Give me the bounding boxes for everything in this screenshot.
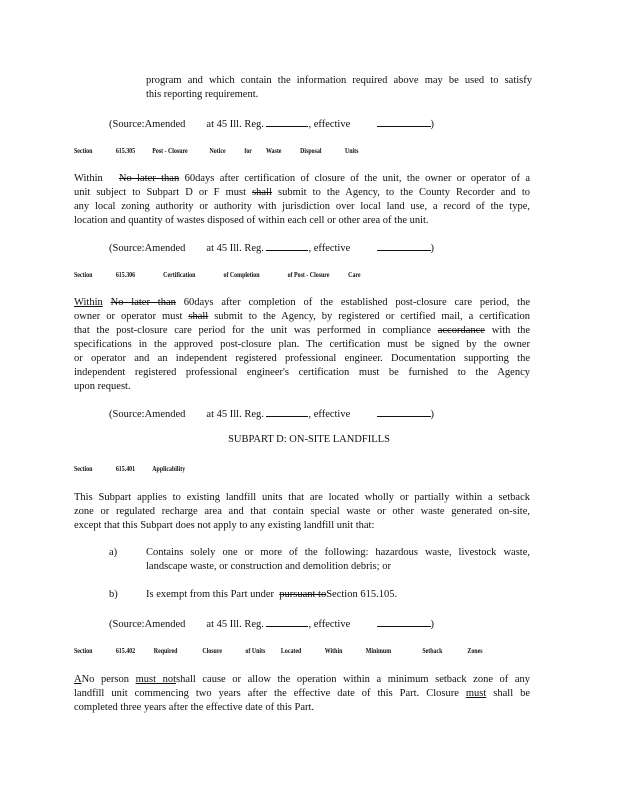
item-b-text [146, 588, 397, 601]
heading-word: of Units [245, 646, 266, 655]
source-effective: , effective [308, 409, 351, 420]
blank-field [377, 240, 431, 251]
heading-word: Disposal [300, 146, 322, 155]
item-a-label: a) [109, 547, 118, 558]
struck-text: accordance [437, 325, 485, 336]
source-amended: Amended [144, 409, 186, 420]
para-306-line-3 [74, 324, 530, 337]
heading-word: for [244, 146, 252, 155]
text-run: submit to the Agency, by registered or certified mail, a certification [214, 311, 531, 322]
heading-section-word: Section [74, 646, 93, 655]
section-heading-615-305 [74, 146, 358, 155]
item-a-line-2: landscape waste, or construction and demolition debris; or [146, 561, 391, 572]
source-amended: Amended [144, 243, 186, 254]
continuation-line-1: program and which contain the information required above may be used to satisfy [146, 75, 532, 86]
para-402-line-3: completed three years after the effective date of this Part. [74, 702, 315, 713]
para-401-line-1: This Subpart applies to existing landfill units that are located wholly or partially within a setback [74, 492, 530, 503]
source-label: (Source: [109, 619, 145, 630]
inserted-text: must not [135, 674, 176, 685]
section-heading-615-402 [74, 646, 483, 655]
heading-word: Notice [209, 146, 226, 155]
struck-text: shall [188, 311, 209, 322]
heading-section-word: Section [74, 464, 93, 473]
text-run: 60days after completion of the established post-closure care period, the [183, 297, 530, 308]
para-305-line-3: any local zoning authority or authority with jurisdiction over local land use, a record of the type, [74, 201, 530, 212]
heading-number: 615.305 [115, 146, 136, 155]
heading-section-word: Section [74, 146, 93, 155]
section-heading-615-401 [74, 464, 185, 473]
text-within: Within [74, 173, 103, 184]
heading-word: Located [280, 646, 302, 655]
source-note-2 [109, 240, 434, 255]
source-effective: , effective [308, 243, 351, 254]
para-306-line-4: specifications in the approved post-closure plan. The certification must be signed by the owner [74, 339, 530, 350]
source-label: (Source: [109, 243, 145, 254]
heading-word: Required [153, 646, 178, 655]
blank-field [266, 406, 308, 417]
heading-word: Certification [163, 270, 196, 279]
struck-text: pursuant to [279, 589, 327, 600]
para-306-line-5: or operator and an independent registered professional engineer. Documentation supporting the [74, 353, 530, 364]
item-b-label: b) [109, 589, 118, 600]
text-run: with the [491, 325, 531, 336]
source-reg: at 45 Ill. Reg. [206, 243, 264, 254]
heading-word: of Post - Closure [287, 270, 330, 279]
para-401-line-2: zone or regulated recharge area and that contain special waste or other waste generated on-site, [74, 506, 530, 517]
heading-word: Post - Closure [152, 146, 188, 155]
text-run: landfill unit commencing two years after the effective date of this Part. Closure [74, 688, 459, 699]
heading-word: Applicability [152, 464, 186, 473]
heading-number: 615.306 [115, 270, 136, 279]
source-label: (Source: [109, 409, 145, 420]
inserted-text: Within [74, 297, 103, 308]
text-run: submit to the Agency, to the County Recorder and to [278, 187, 531, 198]
blank-field [266, 116, 308, 127]
source-amended: Amended [144, 119, 186, 130]
text-run: Section 615.105. [326, 589, 398, 600]
text-run: 60days after certification of closure of the unit, the owner or operator of a [184, 173, 531, 184]
heading-word: of Completion [223, 270, 260, 279]
continuation-line-2: this reporting requirement. [146, 89, 259, 100]
text-run: shall be [493, 688, 531, 699]
text-run: owner or operator must [74, 311, 183, 322]
heading-number: 615.401 [115, 464, 136, 473]
text-run: Is exempt from this Part under [146, 589, 275, 600]
heading-word: Within [324, 646, 343, 655]
source-label: (Source: [109, 119, 145, 130]
heading-word: Units [344, 146, 359, 155]
heading-word: Minimum [365, 646, 392, 655]
source-close: ) [430, 119, 435, 130]
item-a-line-1: Contains solely one or more of the following: hazardous waste, livestock waste, [146, 547, 530, 558]
para-305-line-1 [74, 172, 530, 185]
inserted-text: must [465, 688, 487, 699]
heading-word: Setback [422, 646, 443, 655]
blank-field [377, 406, 431, 417]
source-note-1 [109, 116, 434, 131]
para-402-line-1 [74, 673, 530, 686]
source-amended: Amended [144, 619, 186, 630]
para-305-line-4: location and quantity of wastes disposed of within each cell or other area of the unit. [74, 215, 429, 226]
heading-number: 615.402 [115, 646, 136, 655]
section-heading-615-306 [74, 270, 361, 279]
source-effective: , effective [308, 119, 351, 130]
para-401-line-3: except that this Subpart does not apply to any existing landfill unit that: [74, 520, 375, 531]
heading-section-word: Section [74, 270, 93, 279]
heading-word: Closure [202, 646, 223, 655]
text-run: that the post-closure care period for the unit was performed in compliance [74, 325, 431, 336]
source-reg: at 45 Ill. Reg. [206, 619, 264, 630]
struck-text: No later than [118, 173, 180, 184]
source-note-4 [109, 616, 434, 631]
source-close: ) [430, 619, 435, 630]
source-note-3 [109, 406, 434, 421]
para-306-line-7: upon request. [74, 381, 131, 392]
para-306-line-1 [74, 296, 530, 309]
source-close: ) [430, 243, 435, 254]
para-306-line-6: independent registered professional engineer's certification must be furnished to the Agency [74, 367, 530, 378]
struck-text: shall [252, 187, 272, 198]
para-305-line-2 [74, 186, 530, 199]
text-run: No person [81, 674, 129, 685]
source-close: ) [430, 409, 435, 420]
heading-word: Care [348, 270, 361, 279]
inserted-text: A [74, 674, 82, 685]
text-run: shall cause or allow the operation within a minimum setback zone of any [175, 674, 531, 685]
blank-field [266, 240, 308, 251]
heading-word: Waste [265, 146, 282, 155]
subpart-title: SUBPART D: ON-SITE LANDFILLS [228, 434, 390, 445]
source-reg: at 45 Ill. Reg. [206, 119, 264, 130]
para-402-line-2 [74, 687, 530, 700]
blank-field [377, 616, 431, 627]
struck-text: No later than [110, 297, 176, 308]
heading-word: Zones [467, 646, 483, 655]
source-reg: at 45 Ill. Reg. [206, 409, 264, 420]
source-effective: , effective [308, 619, 351, 630]
blank-field [377, 116, 431, 127]
blank-field [266, 616, 308, 627]
text-run: unit subject to Subpart D or F must [74, 187, 247, 198]
para-306-line-2 [74, 310, 530, 323]
